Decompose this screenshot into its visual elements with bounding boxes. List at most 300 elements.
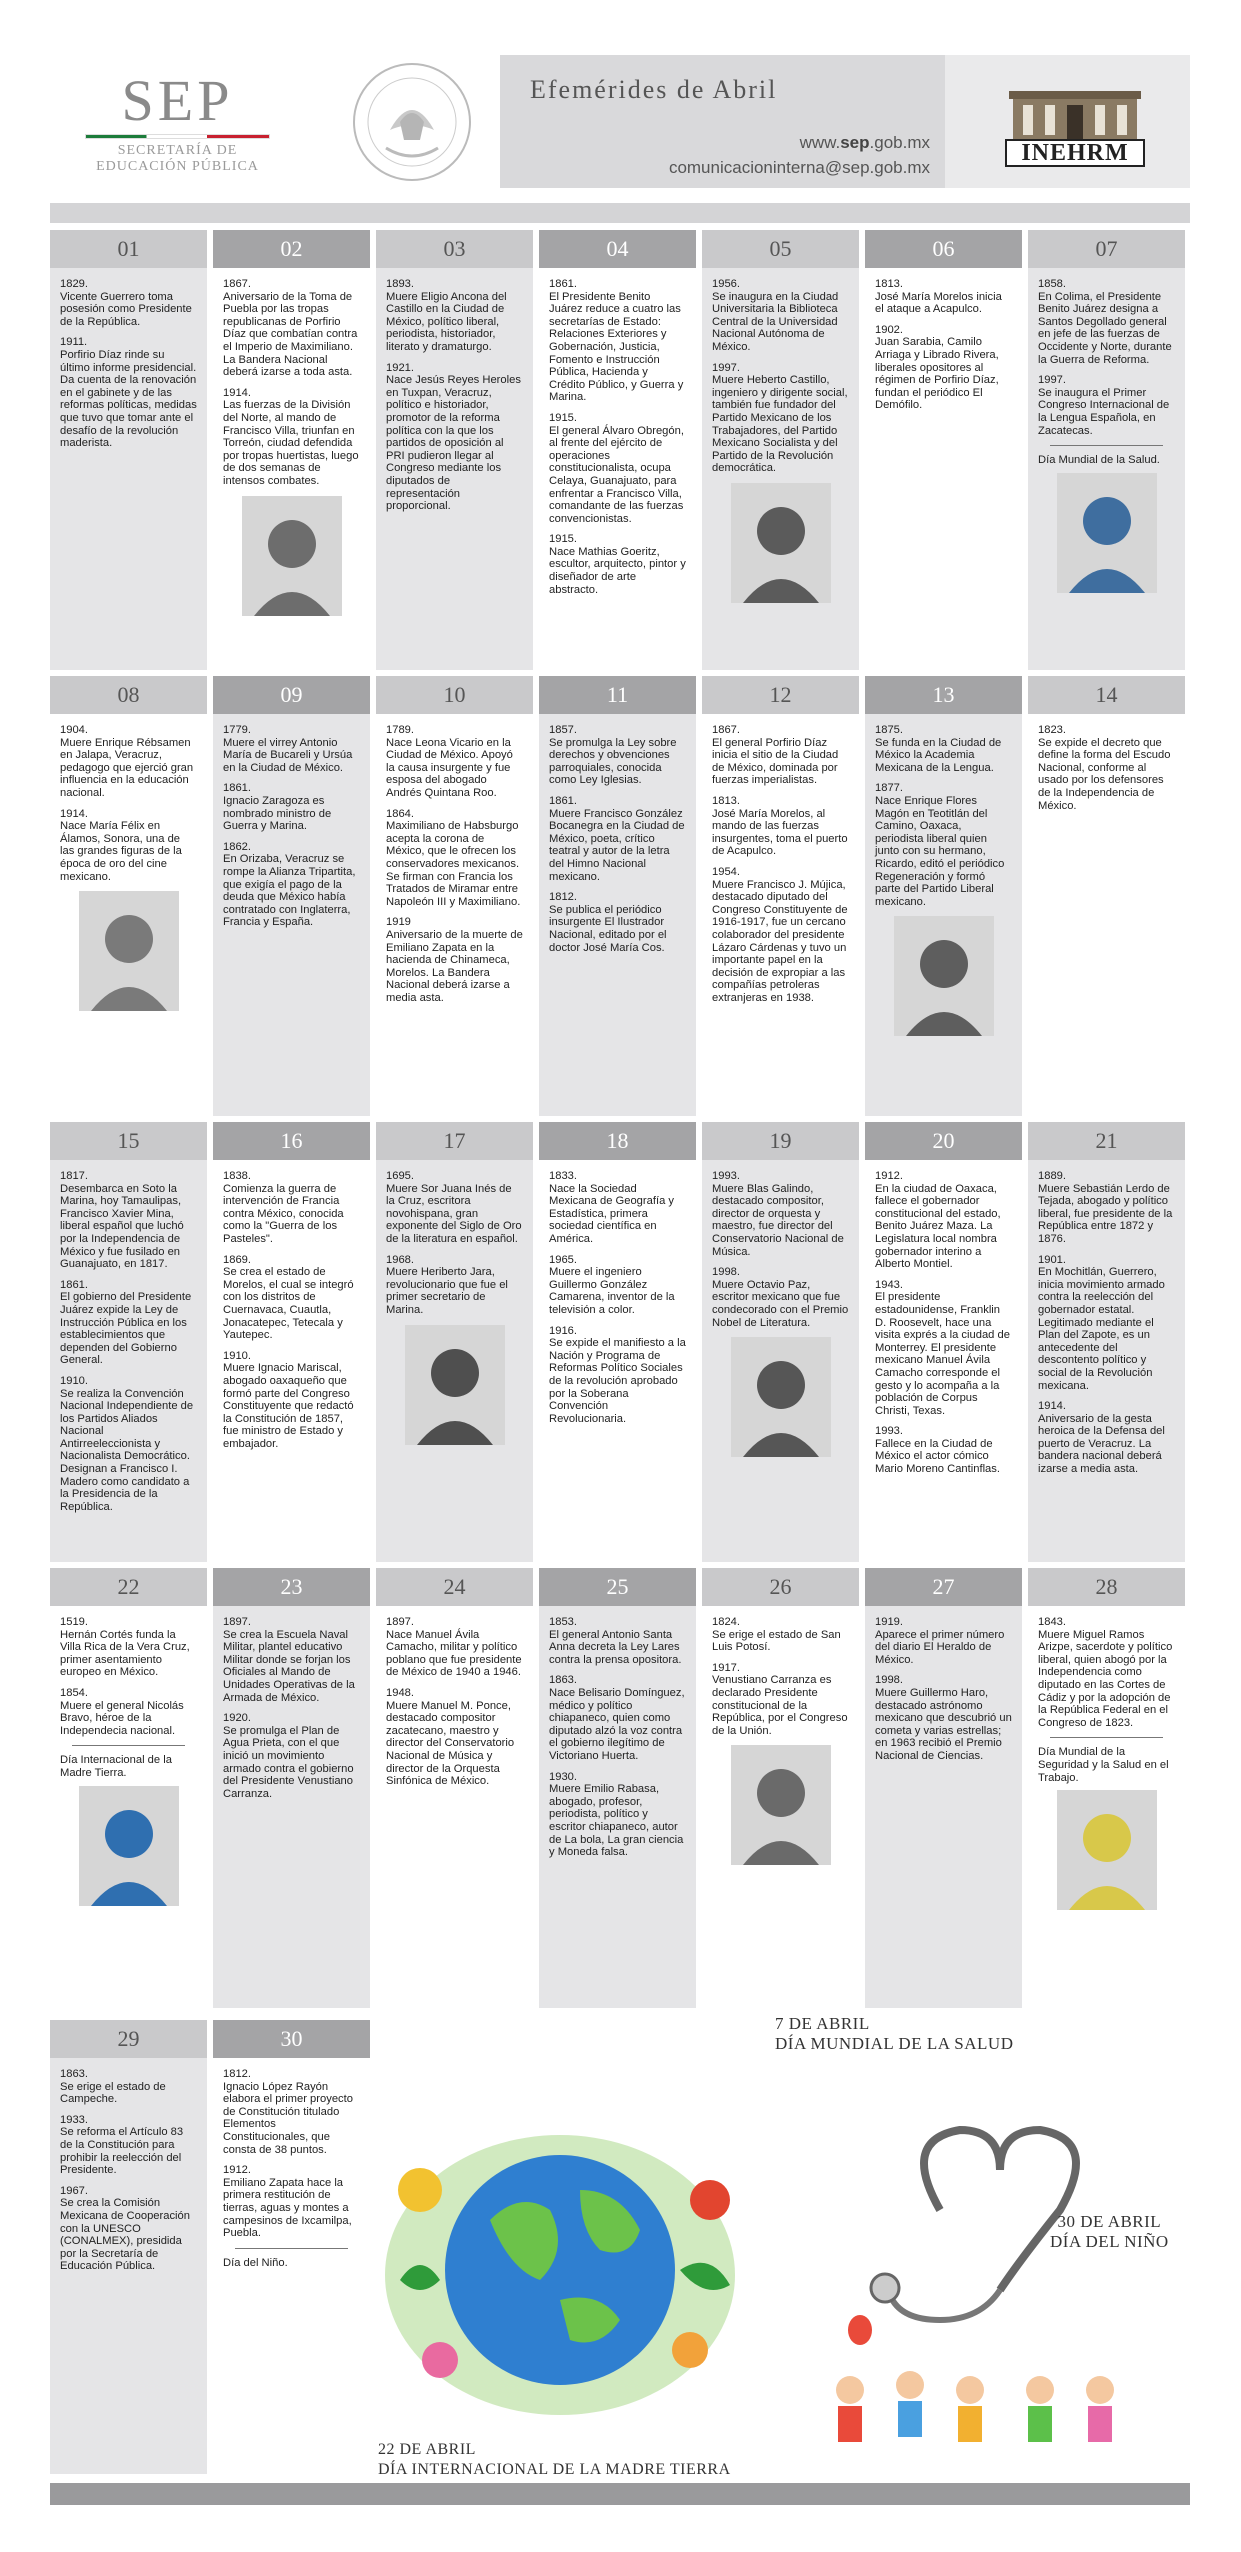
day-number: 10 xyxy=(376,676,533,714)
event-year: 1921. xyxy=(386,361,414,374)
event-text: Muere Heriberto Jara, revolucionario que fue el primer secretario de Marina. xyxy=(386,1266,508,1316)
event-text: Aniversario de la Toma de Puebla por las tropas republicanas de Porfirio Díaz que combatían contra el Imperio de Maximiliano. La Bandera Nacional deberá izarse a toda asta. xyxy=(223,290,358,379)
event-year: 1919. xyxy=(875,1616,903,1628)
day-entries xyxy=(865,714,1022,1036)
event-year: 1916. xyxy=(549,1324,577,1337)
earth-day-title: DÍA INTERNACIONAL DE LA MADRE TIERRA xyxy=(378,2461,731,2478)
event-text: Muere Enrique Rébsamen en Jalapa, Veracruz, pedagogo que ejerció gran influencia en la educación nacional. xyxy=(60,736,194,799)
event-year: 1519. xyxy=(60,1616,88,1628)
earth-day-date: 22 DE ABRIL xyxy=(378,2441,476,2458)
event-year: 1861. xyxy=(60,1278,88,1291)
day-entries xyxy=(1028,714,1185,812)
event-entry xyxy=(386,724,523,800)
event-year: 1854. xyxy=(60,1686,88,1699)
event-text: Muere Emilio Rabasa, abogado, profesor, periodista, político y escritor chiapaneco, autor de La bola, La gran ciencia y Moneda falsa. xyxy=(549,1783,684,1859)
day-entries xyxy=(213,714,370,929)
event-entry xyxy=(223,1254,360,1342)
event-text: Aparece el primer número del diario El Heraldo de México. xyxy=(875,1628,1005,1666)
day-cell xyxy=(865,676,1022,1116)
event-year: 1914. xyxy=(223,386,251,399)
event-year: 1875. xyxy=(875,724,903,736)
event-text: Nace Belisario Domínguez, médico y político chiapaneco, quien como diputado alzó la voz contra el gobierno ilegítimo de Victoriano Huerta. xyxy=(549,1686,685,1762)
observances-illustration xyxy=(378,2014,1190,2480)
event-entry xyxy=(875,782,1012,908)
event-text: Ignacio Zaragoza es nombrado ministro de Guerra y Marina. xyxy=(223,794,332,833)
event-year: 1863. xyxy=(549,1674,577,1687)
event-year: 1902. xyxy=(875,323,903,336)
event-year: 1861. xyxy=(223,782,251,795)
event-text: Se erige el estado de San Luis Potosí. xyxy=(712,1628,841,1654)
day-entries xyxy=(539,1160,696,1425)
event-year: 1901. xyxy=(1038,1253,1066,1266)
event-year: 1948. xyxy=(386,1686,414,1699)
event-entry xyxy=(60,2068,197,2106)
day-cell xyxy=(376,230,533,670)
event-year: 1993. xyxy=(712,1170,740,1182)
portrait-photo xyxy=(242,496,342,616)
event-year: 1853. xyxy=(549,1616,577,1628)
event-entry xyxy=(1038,374,1175,437)
event-entry xyxy=(875,1674,1012,1762)
event-entry xyxy=(549,891,686,954)
children-day-date: 30 DE ABRIL xyxy=(1057,2212,1162,2231)
day-number: 18 xyxy=(539,1122,696,1160)
event-text: Nace Jesús Reyes Heroles en Tuxpan, Veracruz, político e historiador, promotor de la reforma política con la que los partidos de oposición al PRI pudieron llegar al Congreso mediante los diputados de representación proporcional. xyxy=(386,374,521,513)
event-year: 1863. xyxy=(60,2068,88,2080)
event-entry xyxy=(60,724,197,800)
day-cell xyxy=(213,676,370,1116)
portrait-photo xyxy=(731,1337,831,1457)
event-year: 1824. xyxy=(712,1616,740,1628)
event-entry xyxy=(223,724,360,774)
day-entries xyxy=(702,268,859,603)
event-year: 1954. xyxy=(712,865,740,878)
event-year: 1933. xyxy=(60,2113,88,2126)
event-text: Se erige el estado de Campeche. xyxy=(60,2080,166,2106)
event-text: Se inaugura en la Ciudad Universitaria la Biblioteca Central de la Universidad Nacional Autónoma de México. xyxy=(712,290,839,353)
event-year: 1998. xyxy=(712,1266,740,1279)
event-text: Nace la Sociedad Mexicana de Geografía y Estadística, primera sociedad científica en América. xyxy=(549,1182,674,1245)
observance-note: Día del Niño. xyxy=(223,2256,288,2269)
event-text: Se expide el manifiesto a la Nación y Programa de Reformas Político Sociales de la revolución aprobado por la Soberana Convención Revolucionaria. xyxy=(549,1337,686,1425)
event-entry xyxy=(875,278,1012,316)
event-entry xyxy=(223,387,360,488)
event-text: Muere el general Nicolás Bravo, héroe de la Independecia nacional. xyxy=(60,1699,184,1737)
event-entry xyxy=(223,1616,360,1704)
event-text: Muere Manuel M. Ponce, destacado compositor zacatecano, maestro y director del Conservatorio Nacional de Música y director de la Orquesta Sinfónica de México. xyxy=(386,1699,515,1788)
event-year: 1877. xyxy=(875,782,903,795)
day-cell xyxy=(702,1122,859,1562)
event-entry xyxy=(223,782,360,832)
event-entry xyxy=(60,278,197,328)
event-entry xyxy=(1038,1170,1175,1246)
day-number: 15 xyxy=(50,1122,207,1160)
day-number: 25 xyxy=(539,1568,696,1606)
event-entry xyxy=(712,1266,849,1329)
event-text: En Colima, el Presidente Benito Juárez designa a Santos Degollado general en jefe de las fuerzas de Occidente y Norte, durante la Guerra de Reforma. xyxy=(1038,290,1172,366)
day-number: 27 xyxy=(865,1568,1022,1606)
day-entries xyxy=(213,2058,370,2269)
event-text: Muere Francisco González Bocanegra en la Ciudad de México, poeta, crítico teatral y autor de la letra del Himno Nacional mexicano. xyxy=(549,807,685,883)
email-link[interactable]: comunicacioninterna@sep.gob.mx xyxy=(668,158,930,177)
event-entry xyxy=(549,412,686,525)
title-banner xyxy=(500,55,945,188)
day-cell xyxy=(1028,676,1185,1116)
event-year: 1779. xyxy=(223,724,251,736)
event-text: Muere Francisco J. Mújica, destacado diputado del Congreso Constituyente de 1916-1917, fue un cercano colaborador del presidente Lázaro Cárdenas y tuvo un importante papel en la decisión de expropiar a las compañías petroleras extranjeras en 1938. xyxy=(712,878,848,1004)
day-entries xyxy=(865,1160,1022,1476)
event-text: El presidente estadounidense, Franklin D. Roosevelt, hace una visita exprés a la ciudad de Monterrey. El presidente mexicano Manuel Ávila Camacho corresponde el gesto y lo acompaña a la población de Corpus Christi, Texas. xyxy=(875,1291,1010,1417)
event-year: 1914. xyxy=(1038,1400,1066,1413)
event-text: Muere Sebastián Lerdo de Tejada, abogado y político liberal, fue presidente de la República entre 1872 y 1876. xyxy=(1038,1182,1173,1245)
day-entries xyxy=(702,714,859,1004)
day-cell xyxy=(702,1568,859,2008)
day-entries xyxy=(50,714,207,1011)
event-entry xyxy=(60,2185,197,2273)
event-entry xyxy=(386,1616,523,1679)
day-number: 05 xyxy=(702,230,859,268)
day-number: 30 xyxy=(213,2020,370,2058)
sep-logo-sub2: EDUCACIÓN PÚBLICA xyxy=(96,159,259,174)
day-number: 12 xyxy=(702,676,859,714)
event-entry xyxy=(875,324,1012,412)
observance-note: Día Mundial de la Salud. xyxy=(1038,454,1160,467)
day-number: 08 xyxy=(50,676,207,714)
day-number: 09 xyxy=(213,676,370,714)
day-number: 20 xyxy=(865,1122,1022,1160)
national-seal-icon xyxy=(350,60,475,185)
event-year: 1897. xyxy=(223,1616,251,1628)
event-text: En la ciudad de Oaxaca, fallece el gobernador constitucional del estado, Benito Juárez Maza. La Legislatura local nombra gobernador interino a Alberto Montiel. xyxy=(875,1182,1001,1271)
contact-info xyxy=(669,130,930,180)
portrait-photo xyxy=(405,1325,505,1445)
event-entry xyxy=(875,724,1012,774)
event-text: Se realiza la Convención Nacional Independiente de los Partidos Aliados Nacional Antirreeleccionista y Nacionalista Democrático. Designan a Francisco I. Madero como candidato a la Presidencia de la República. xyxy=(60,1387,194,1513)
event-text: Las fuerzas de la División del Norte, al mando de Francisco Villa, triunfan en Torreón, ciudad defendida por tropas huertistas, luego de dos semanas de intensos combates. xyxy=(223,399,359,487)
event-year: 1956. xyxy=(712,278,740,290)
day-number: 26 xyxy=(702,1568,859,1606)
event-entry xyxy=(386,808,523,909)
event-text: Se crea el estado de Morelos, el cual se integró con los distritos de Cuernavaca, Cuautla, Jonacatepec, Tetecala y Yautepec. xyxy=(223,1266,354,1342)
event-year: 1867. xyxy=(223,278,251,290)
event-text: El general Antonio Santa Anna decreta la Ley Lares contra la prensa opositora. xyxy=(549,1628,682,1666)
event-text: Muere Miguel Ramos Arizpe, sacerdote y político liberal, quien abogó por la Independencia como diputado en las Cortes de Cádiz y por la adopción de la República Federal en el Congreso de 1823. xyxy=(1038,1628,1173,1729)
event-text: Muere Guillermo Haro, destacado astrónomo mexicano que descubrió un cometa y varias estrellas; en 1963 recibió el Premio Nacional de Ciencias. xyxy=(875,1686,1012,1762)
event-entry xyxy=(386,1254,523,1317)
event-text: Aniversario de la gesta heroica de la Defensa del puerto de Veracruz. La bandera nacional deberá izarse a media asta. xyxy=(1038,1412,1165,1476)
day-cell xyxy=(376,676,533,1116)
day-number: 23 xyxy=(213,1568,370,1606)
day-number: 17 xyxy=(376,1122,533,1160)
event-text: Desembarca en Soto la Marina, hoy Tamaulipas, Francisco Xavier Mina, liberal español que luchó por la Independencia de México y fue fusilado en Guanajuato, en 1817. xyxy=(60,1182,184,1271)
day-cell xyxy=(213,230,370,670)
event-year: 1813. xyxy=(712,794,740,807)
observance-note: Día Internacional de la Madre Tierra. xyxy=(60,1754,172,1779)
event-year: 1920. xyxy=(223,1712,251,1725)
day-number: 03 xyxy=(376,230,533,268)
event-text: El general Porfirio Díaz inicia el sitio de la Ciudad de México, dominada por fuerzas imperialistas. xyxy=(712,736,839,787)
day-entries xyxy=(1028,268,1185,593)
observance-note: Día Mundial de la Seguridad y la Salud en el Trabajo. xyxy=(1038,1746,1169,1784)
sep-logo-sub1: SECRETARÍA DE xyxy=(117,143,238,158)
day-entries xyxy=(50,1160,207,1513)
event-entry xyxy=(549,533,686,596)
event-text: Porfirio Díaz rinde su último informe presidencial. Da cuenta de la renovación en el gabinete y de las reformas políticas, medidas que tuvo que tomar ante el desafío de la revolución maderista. xyxy=(60,348,197,450)
event-year: 1897. xyxy=(386,1616,414,1628)
event-text: Muere Eligio Ancona del Castillo en la Ciudad de México, político liberal, periodista, historiador, literato y dramaturgo. xyxy=(386,290,507,353)
event-entry xyxy=(386,916,523,1004)
event-text: Se reforma el Artículo 83 de la Constitución para prohibir la reelección del Presidente. xyxy=(60,2126,184,2177)
event-year: 1812. xyxy=(549,891,577,904)
event-text: Maximiliano de Habsburgo acepta la corona de México, que le ofrecen los conservadores mexicanos. Se firman con Francia los Tratados de Miramar entre Napoleón III y Maximiliano. xyxy=(386,820,521,908)
event-year: 1919 xyxy=(386,916,411,929)
event-text: Nace Enrique Flores Magón en Teotitlán del Camino, Oaxaca, periodista liberal quien junto con su hermano, Ricardo, editó el periódico Regeneración y formó parte del Partido Liberal mexicano. xyxy=(875,794,1005,908)
event-entry xyxy=(1038,1254,1175,1393)
event-year: 1912. xyxy=(223,2164,251,2177)
event-year: 1904. xyxy=(60,724,88,736)
day-entries xyxy=(213,1160,370,1450)
event-year: 1915. xyxy=(549,533,577,546)
day-number: 16 xyxy=(213,1122,370,1160)
event-year: 1695. xyxy=(386,1170,414,1182)
day-cell xyxy=(702,676,859,1116)
event-text: Se promulga la Ley sobre derechos y obvenciones parroquiales, conocida como Ley Iglesias. xyxy=(549,736,677,787)
event-entry xyxy=(223,1350,360,1451)
event-year: 1838. xyxy=(223,1170,251,1182)
event-year: 1843. xyxy=(1038,1616,1066,1628)
event-entry xyxy=(549,1170,686,1246)
health-day-label xyxy=(775,2014,1013,2054)
event-year: 1829. xyxy=(60,278,88,290)
event-entry xyxy=(1038,278,1175,366)
day-entries xyxy=(376,1160,533,1445)
event-year: 1823. xyxy=(1038,724,1066,736)
event-entry xyxy=(712,1616,849,1654)
health-day-title: DÍA MUNDIAL DE LA SALUD xyxy=(775,2034,1014,2053)
event-entry xyxy=(60,1687,197,1737)
event-text: Ignacio López Rayón elabora el primer proyecto de Constitución titulado Elementos Constitucionales, que consta de 38 puntos. xyxy=(223,2080,353,2156)
event-text: Se publica el periódico insurgente El Ilustrador Nacional, editado por el doctor José María Cos. xyxy=(549,903,667,954)
event-year: 1864. xyxy=(386,807,414,820)
portrait-photo xyxy=(1057,473,1157,593)
note-divider xyxy=(1050,445,1163,446)
bottom-divider xyxy=(50,2483,1190,2505)
day-entries xyxy=(1028,1160,1185,1476)
day-number: 13 xyxy=(865,676,1022,714)
building-icon xyxy=(1005,87,1145,139)
event-entry xyxy=(60,1375,197,1514)
day-entries xyxy=(702,1160,859,1457)
event-entry xyxy=(549,1674,686,1762)
event-year: 1993. xyxy=(875,1425,903,1438)
day-number: 11 xyxy=(539,676,696,714)
event-text: Emiliano Zapata hace la primera restitución de tierras, aguas y montes a campesinos de Ixcamilpa, Puebla. xyxy=(223,2176,352,2240)
event-entry xyxy=(1038,724,1175,812)
event-year: 1889. xyxy=(1038,1170,1066,1182)
event-text: Muere Ignacio Mariscal, abogado oaxaqueño que formó parte del Congreso Constituyente que redactó la Constitución de 1857, fue ministro de Estado y embajador. xyxy=(223,1362,354,1450)
event-entry xyxy=(712,362,849,475)
event-year: 1869. xyxy=(223,1253,251,1266)
event-entry xyxy=(386,362,523,513)
event-year: 1813. xyxy=(875,278,903,290)
inehrm-wordmark: INEHRM xyxy=(1005,139,1145,167)
event-entry xyxy=(712,866,849,1005)
event-text: Comienza la guerra de intervención de Francia contra México, conocida como la "Guerra de los Pasteles". xyxy=(223,1182,344,1245)
event-entry xyxy=(223,278,360,379)
portrait-photo xyxy=(731,1745,831,1865)
event-entry xyxy=(549,1254,686,1317)
day-number: 28 xyxy=(1028,1568,1185,1606)
note-divider xyxy=(72,1745,185,1746)
sep-logo xyxy=(60,70,295,190)
day-entries xyxy=(539,1606,696,1859)
event-text: Muere Blas Galindo, destacado compositor, director de orquesta y maestro, fue director del Conservatorio Nacional de Música. xyxy=(712,1182,844,1258)
event-text: Muere Heberto Castillo, ingeniero y dirigente social, también fue fundador del Partido Mexicano de los Trabajadores, del Partido Mexicano Socialista y del Partido de la Revolución democrática. xyxy=(712,374,848,475)
day-number: 24 xyxy=(376,1568,533,1606)
event-year: 1917. xyxy=(712,1661,740,1674)
event-year: 1861. xyxy=(549,278,577,290)
event-year: 1857. xyxy=(549,724,577,736)
event-year: 1789. xyxy=(386,724,414,736)
day-cell xyxy=(1028,230,1185,670)
event-entry xyxy=(712,1662,849,1738)
event-text: Fallece en la Ciudad de México el actor cómico Mario Moreno Cantinflas. xyxy=(875,1437,1000,1476)
portrait-photo xyxy=(79,1786,179,1906)
flag-stripe xyxy=(85,134,270,139)
event-text: En Orizaba, Veracruz se rompe la Alianza Tripartita, que exigía el pago de la deuda que México había contratado con Inglaterra, Francia y España. xyxy=(223,853,356,929)
day-cell xyxy=(539,1122,696,1562)
day-entries xyxy=(376,268,533,513)
sep-logo-title: SEP xyxy=(121,68,234,133)
event-entry xyxy=(223,1712,360,1800)
event-year: 1861. xyxy=(549,794,577,807)
day-number: 04 xyxy=(539,230,696,268)
page-title: Efemérides de Abril xyxy=(530,75,778,104)
portrait-photo xyxy=(731,483,831,603)
day-entries xyxy=(376,714,533,1004)
day-entries xyxy=(539,714,696,954)
event-year: 1997. xyxy=(1038,374,1066,387)
day-cell xyxy=(376,1122,533,1562)
web-suffix: .gob.mx xyxy=(869,133,930,152)
day-cell xyxy=(213,2020,370,2474)
portrait-photo xyxy=(894,916,994,1036)
event-text: Se inaugura el Primer Congreso Internacional de la Lengua Española, en Zacatecas. xyxy=(1038,386,1170,437)
event-entry xyxy=(60,808,197,884)
event-entry xyxy=(875,1616,1012,1666)
event-text: Vicente Guerrero toma posesión como Presidente de la República. xyxy=(60,290,192,328)
event-text: Muere Sor Juana Inés de la Cruz, escritora novohispana, gran exponente del Siglo de Oro de la literatura en español. xyxy=(386,1182,522,1245)
event-text: José María Morelos, al mando de las fuerzas insurgentes, toma el puerto de Acapulco. xyxy=(712,807,848,858)
event-year: 1911. xyxy=(60,336,88,349)
event-text: En Mochitlán, Guerrero, inicia movimiento armado contra la reelección del gobernador estatal. Legitimado mediante el Plan del Zapote, es un antecedente del descontento político y social de la Revolución mexicana. xyxy=(1038,1266,1165,1392)
event-text: Venustiano Carranza es declarado Presidente constitucional de la República, por el Congreso de la Unión. xyxy=(712,1674,848,1737)
event-year: 1915. xyxy=(549,411,577,424)
event-entry xyxy=(223,841,360,929)
inehrm-logo-box xyxy=(945,55,1190,188)
event-entry xyxy=(60,2114,197,2177)
event-entry xyxy=(712,278,849,354)
event-year: 1967. xyxy=(60,2184,88,2197)
event-year: 1914. xyxy=(60,807,88,820)
event-entry xyxy=(1038,1616,1175,1729)
inehrm-logo xyxy=(1005,87,1145,167)
day-number: 07 xyxy=(1028,230,1185,268)
event-year: 1968. xyxy=(386,1253,414,1266)
event-entry xyxy=(223,2164,360,2240)
children-day-title: DÍA DEL NIÑO xyxy=(1050,2232,1169,2251)
event-entry xyxy=(386,1687,523,1788)
event-year: 1862. xyxy=(223,840,251,853)
event-year: 1965. xyxy=(549,1253,577,1266)
day-entries xyxy=(50,268,207,450)
event-entry xyxy=(549,1616,686,1666)
event-entry xyxy=(223,2068,360,2156)
day-cell xyxy=(1028,1122,1185,1562)
event-text: El general Álvaro Obregón, al frente del ejército de operaciones constitucionalista, ocupa Celaya, Guanajuato, para enfrentar a Francisco Villa, comandante de las fuerzas convencionistas. xyxy=(549,424,684,525)
earth-day-label xyxy=(378,2440,731,2480)
day-cell xyxy=(213,1568,370,2008)
event-year: 1997. xyxy=(712,361,740,374)
event-text: Se crea la Comisión Mexicana de Cooperación con la UNESCO (CONALMEX), presidida por la Secretaría de Educación Pública. xyxy=(60,2197,190,2273)
web-bold: sep xyxy=(840,133,870,152)
event-year: 1893. xyxy=(386,278,414,290)
day-number: 02 xyxy=(213,230,370,268)
day-entries xyxy=(865,1606,1022,1763)
event-year: 1812. xyxy=(223,2068,251,2080)
day-entries xyxy=(213,268,370,616)
event-text: Nace Manuel Ávila Camacho, militar y político poblano que fue presidente de México de 1940 a 1946. xyxy=(386,1628,522,1679)
day-entries xyxy=(376,1606,533,1788)
day-number: 19 xyxy=(702,1122,859,1160)
day-number: 01 xyxy=(50,230,207,268)
top-divider xyxy=(50,203,1190,223)
event-text: Hernán Cortés funda la Villa Rica de la Vera Cruz, primer asentamiento europeo en México. xyxy=(60,1628,190,1679)
event-year: 1910. xyxy=(60,1374,88,1387)
event-text: Nace María Félix en Álamos, Sonora, una de las grandes figuras de la época de oro del cine mexicano. xyxy=(60,820,182,883)
event-text: Se promulga el Plan de Agua Prieta, con el que inició un movimiento armado contra el gobierno del Presidente Venustiano Carranza. xyxy=(223,1724,354,1800)
event-entry xyxy=(712,795,849,858)
event-year: 1817. xyxy=(60,1170,88,1182)
day-cell xyxy=(539,230,696,670)
day-number: 14 xyxy=(1028,676,1185,714)
event-text: Aniversario de la muerte de Emiliano Zapata en la hacienda de Chinameca, Morelos. La Bandera Nacional deberá izarse a media asta. xyxy=(386,928,523,1004)
event-entry xyxy=(60,336,197,449)
note-divider xyxy=(1050,1737,1163,1738)
day-number: 29 xyxy=(50,2020,207,2058)
portrait-photo xyxy=(79,891,179,1011)
event-text: Juan Sarabia, Camilo Arriaga y Librado Rivera, liberales opositores al régimen de Porfirio Díaz, fundan el periódico El Demófilo. xyxy=(875,336,999,412)
event-text: Se crea la Escuela Naval Militar, plantel educativo Militar donde se forjan los Oficiales al Mando de Unidades Operativas de la Armada de México. xyxy=(223,1628,355,1704)
day-number: 06 xyxy=(865,230,1022,268)
health-day-date: 7 DE ABRIL xyxy=(775,2014,870,2033)
children-day-label xyxy=(1050,2212,1169,2252)
day-cell xyxy=(539,1568,696,2008)
event-year: 1867. xyxy=(712,724,740,736)
event-text: Se expide el decreto que define la forma del Escudo Nacional, conforme al usado por los defensores de la Independencia de México. xyxy=(1038,736,1171,812)
event-entry xyxy=(549,1325,686,1426)
event-entry xyxy=(875,1425,1012,1475)
event-entry xyxy=(549,278,686,404)
event-entry xyxy=(60,1170,197,1271)
event-text: El Presidente Benito Juárez reduce a cuatro las secretarías de Estado: Relaciones Exteriores y Gobernación, Justicia, Fomento e Instrucción Pública, Hacienda y Crédito Público, y Guerra y Marina. xyxy=(549,290,684,404)
day-cell xyxy=(539,676,696,1116)
event-text: Muere Octavio Paz, escritor mexicano que fue condecorado con el Premio Nobel de Literatura. xyxy=(712,1278,849,1329)
day-number: 22 xyxy=(50,1568,207,1606)
event-entry xyxy=(386,1170,523,1246)
website-link[interactable] xyxy=(669,130,930,155)
event-year: 1998. xyxy=(875,1674,903,1687)
